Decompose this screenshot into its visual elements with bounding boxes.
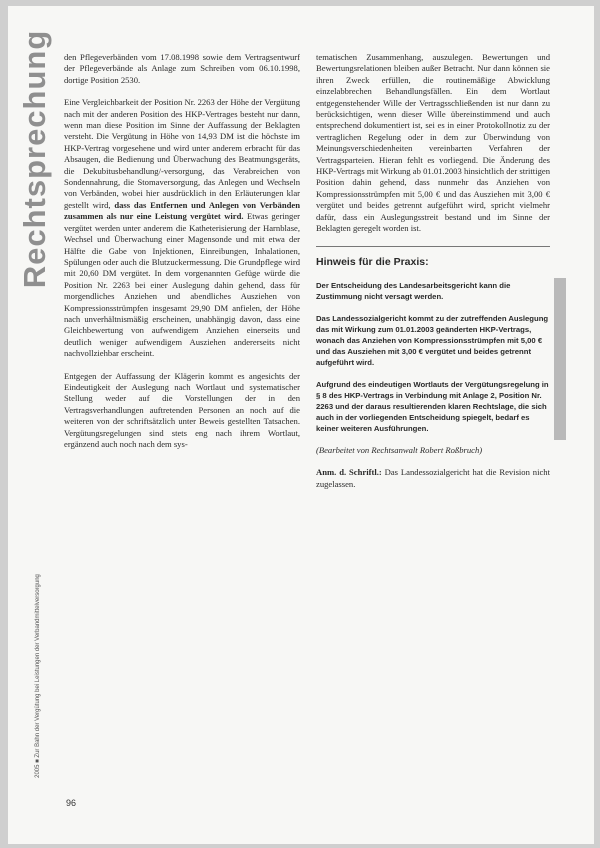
document-page xyxy=(8,6,594,844)
left-column xyxy=(64,52,300,461)
editor-note xyxy=(316,467,550,490)
hint-heading: Hinweis für die Praxis: xyxy=(316,255,429,268)
hint-paragraph: Der Entscheidung des Landesarbeitsgericht kann die Zustimmung nicht versagt werden. xyxy=(316,280,511,301)
editor-note-label: Anm. d. Schriftl.: xyxy=(316,467,382,478)
section-title-vertical xyxy=(17,24,52,294)
page-number: 96 xyxy=(66,798,77,808)
right-column xyxy=(316,52,550,501)
side-footer-vertical xyxy=(31,566,45,786)
author-credit: (Bearbeitet von Rechtsanwalt Robert Roßbruch) xyxy=(316,444,483,455)
paragraph xyxy=(64,97,300,359)
paragraph: Entgegen der Auffassung der Klägerin kommt es angesichts der Eindeutigkeit der Auslegung nach Wortlaut und systematischer Stellung weder auf die Vorstellungen der in den Vertragsverhandlungen auftretenden Personen an noch auf die weiteren von der schriftsätzlich unter Beweis gestellten Tatsachen. Vergütungsregelungen sind stets eng nach ihrem Wortlaut, ergänzend auch noch nach dem sys- xyxy=(64,370,300,449)
hint-paragraph: Aufgrund des eindeutigen Wortlauts der Vergütungsregelung in § 8 des HKP-Vertrags in Verbindung mit Anlage 2, Position Nr. 2263 und der daraus resultierenden klaren Rechtslage, die sich auch in der vorliegenden Entscheidung spiegelt, bedarf es keiner weiteren Ausführungen. xyxy=(316,379,549,433)
paragraph: den Pflegeverbänden vom 17.08.1998 sowie dem Vertragsentwurf der Pflegeverbände als Anlage zum Schreiben vom 06.10.1998, dortige Position 2530. xyxy=(64,52,300,85)
section-title-text: Rechtsprechung xyxy=(17,29,52,289)
bold-emphasis: dass das Entfernen und Anlegen von Verbänden zusammen als nur eine Leistung vergütet wird. xyxy=(64,199,301,222)
side-footer-text: 2005 ■ Zur Bahn der Vergütung bei Leistungen der Verbandmittelversorgung xyxy=(35,574,41,778)
paragraph-text: Etwas geringer vergütet werden unter anderem die Katheterisierung der Harnblase, Wechsel und Überwachung einer Magensonde und mit etwa der Hälfte die Gabe von Injektionen, Einreibungen, Inhalationen, Spülungen oder auch die Blutzuckermessung. Die Grundpflege wird mit 20,60 DM vergütet. In dem vorgenannten Gefüge würde die Position Nr. 2263 bei einer Auslegung dahin gehend, dass für morgendliches Anziehen und abendliches Ausziehen von Kompressionsstrümpfen insgesamt 29,90 DM anfielen, der Höhe nach unverhältnismäßig erscheinen, unabhängig davon, dass eine Gleichbewertung von aufwendigem Anziehen einerseits und deutlich weniger aufwendigem Ausziehen andererseits nicht nachvollziehbar erscheint. xyxy=(64,211,301,359)
hint-side-bar xyxy=(554,278,566,440)
practice-hint-box xyxy=(316,280,550,434)
editor-note-text: Das Landessozialgericht hat die Revision nicht zugelassen. xyxy=(316,467,550,489)
paragraph: tematischen Zusammenhang, auszulegen. Bewertungen und Bewertungsrelationen bleiben außer Betracht. Nur dann können sie ihren Zweck erfüllen, die routinemäßige Abwicklung einzelabbrechen Behandlungsfällen. Ein dem Wortlaut entgegenstehender Wille der Vertragsschließenden ist nur dann zu berücksichtigen, wenn dieser Wille übereinstimmend und auch entsprechend dokumentiert ist, sei es in einer Protokollnotiz zu der vertraglichen Regelung oder in dem zur Überwindung von Meinungsverschiedenheiten vereinbarten Verfahren der Vertragsparteien. Hieran fehlt es vorliegend. Die Änderung des HKP-Vertrags mit Wirkung ab 01.01.2003 hinsichtlich der strittigen Position dahin gehend, dass nunmehr das Anziehen von Kompressionsstrümpfen mit 5,00 € und das Ausziehen mit 3,00 € vergütet und beides getrennt aufgeführt wird, spricht vielmehr dafür, dass ein Auslegungsstreit bestand und im Sinne der Beklagten geregelt worden ist. xyxy=(316,52,550,234)
paragraph-text: Eine Vergleichbarkeit der Position Nr. 2263 der Höhe der Vergütung nach mit der anderen Position des HKP-Vertrages besteht nur dann, wenn man diese Position im Sinne der Auffassung der Beklagten versteht. Die Vergütung in Höhe von 14,93 DM ist die höchste im HKP-Vertrag vorgesehene und wird unter anderem erbracht für das Absaugen, die Bedienung und Überwachung des Beatmungsgeräts, die Dekubitusbehandlung/-versorgung, das Verabreichen von Sondennahrung, die Stomaversorgung, das Anlegen und Wechseln von Verbänden, wobei hier ausdrücklich in den Erläuterungen klar gestellt wird, xyxy=(64,97,300,210)
divider xyxy=(316,246,550,247)
hint-paragraph: Das Landessozialgericht kommt zu der zutreffenden Auslegung das mit Wirkung zum 01.01.2003 geänderten HKP-Vertrags, wonach das Anziehen von Kompressionsstrümpfen mit 5,00 € und das Ausziehen mit 3,00 € vergütet und beides getrennt aufgeführt wird. xyxy=(316,313,549,367)
